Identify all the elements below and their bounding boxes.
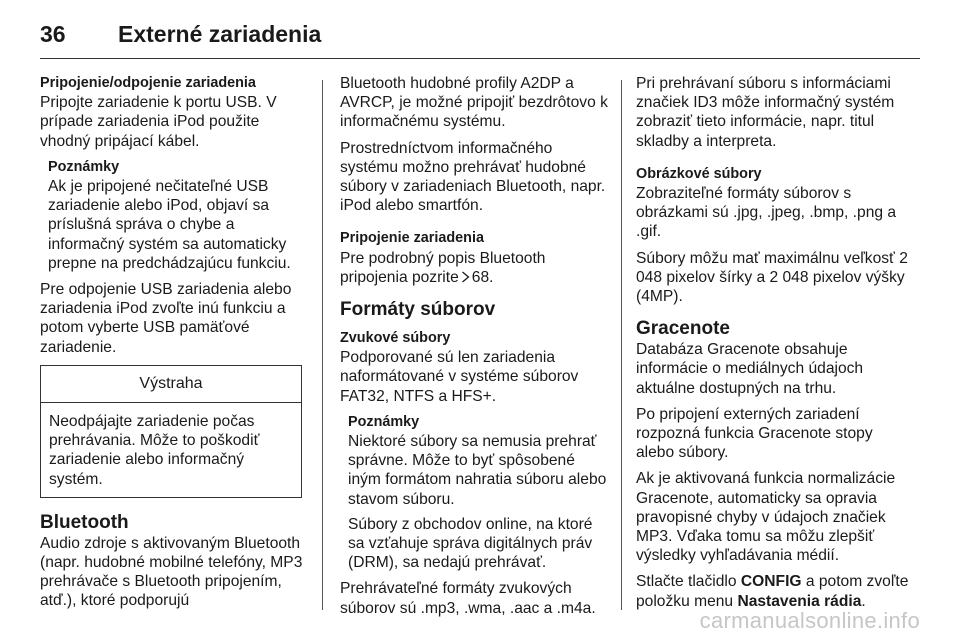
note-text: Ak je pripojené nečitateľné USB zariadenie alebo iPod, objaví sa príslušná správa o chybe a informačný systém sa automaticky prepne na predchádzajúcu funkciu. [48,178,291,272]
instruction-text-1: Stlačte tlačidlo [636,573,737,591]
config-instruction-paragraph [636,572,912,610]
page-title: Externé zariadenia [118,20,322,47]
note-box-2 [340,413,608,573]
note-title: Poznámky [48,158,120,175]
image-formats-paragraph: Zobraziteľné formáty súborov s obrázkami sú .jpg, .jpeg, .bmp, .png a .gif. [636,185,897,241]
connect-device-paragraph [340,249,608,287]
warning-text: Neodpájajte zariadenie počas prehrávania. Môže to poškodiť zariadenie alebo informačný systém. [49,413,260,488]
column-1 [40,74,308,618]
column-divider-1 [322,80,323,610]
warning-box [40,365,302,498]
note-text-2: Súbory z obchodov online, na ktoré sa vzťahuje správa digitálnych práv (DRM), sa nedajú prehrávať. [348,515,593,572]
note-box-1 [40,158,308,273]
playable-formats-paragraph: Prehrávateľné formáty zvukových súborov sú .mp3, .wma, .aac a .m4a. [340,580,596,617]
radio-settings-menu-label: Nastavenia rádia [737,592,862,610]
gracenote-detect-paragraph: Po pripojení externých zariadení rozpozná funkcia Gracenote stopy alebo súbory. [636,405,873,462]
page-reference-icon [461,271,470,283]
bluetooth-playback-paragraph: Prostredníctvom informačného systému možno prehrávať hudobné súbory v zariadeniach Bluetooth, napr. iPod alebo smartfón. [340,139,606,215]
watermark: carmanualsonline.info [699,608,920,633]
config-button-label: CONFIG [740,573,802,591]
instruction-text-end: . [861,592,866,610]
audio-files-heading: Zvukové súbory [340,330,451,347]
column-3 [636,74,912,618]
header-divider [40,58,920,59]
connect-device-heading: Pripojenie zariadenia [340,230,484,247]
note-title: Poznámky [348,413,420,430]
image-files-heading: Obrázkové súbory [636,165,762,182]
bluetooth-paragraph: Audio zdroje s aktivovaným Bluetooth (napr. hudobné mobilné telefóny, MP3 prehrávače s Bluetooth pripojením, atď.), ktoré podporujú [40,534,303,610]
column-2 [340,74,608,625]
bluetooth-heading: Bluetooth [40,511,129,533]
disconnect-paragraph: Pre odpojenie USB zariadenia alebo zariadenia iPod zvoľte inú funkciu a potom vyberte USB pamäťové zariadenie. [40,281,292,356]
file-formats-heading: Formáty súborov [340,299,496,321]
note-text-1: Niektoré súbory sa nemusia prehrať správne. Môže to byť spôsobené iným formátom nahratia súboru alebo stavom súboru. [348,433,607,508]
bluetooth-profiles-paragraph: Bluetooth hudobné profily A2DP a AVRCP, je možné pripojiť bezdrôtovo k informačnému systému. [340,75,608,131]
gracenote-heading: Gracenote [636,318,730,340]
image-size-paragraph: Súbory môžu mať maximálnu veľkosť 2 048 pixelov šírky a 2 048 pixelov výšky (4MP). [636,249,908,306]
audio-files-paragraph: Podporované sú len zariadenia naformátované v systéme súborov FAT32, NTFS a HFS+. [340,349,579,405]
page-number: 36 [40,20,66,47]
instruction-text-2: a potom zvoľte položku menu [636,573,909,610]
connect-paragraph: Pripojte zariadenie k portu USB. V prípade zariadenia iPod použite vhodný pripájací kábel. [40,94,277,150]
gracenote-paragraph: Databáza Gracenote obsahuje informácie o mediálnych údajoch aktuálne dostupných na trhu. [636,341,864,397]
connect-disconnect-heading: Pripojenie/odpojenie zariadenia [40,75,256,91]
connect-device-page-ref[interactable]: 68. [471,268,494,286]
warning-title: Výstraha [41,366,301,403]
column-divider-2 [621,80,622,610]
connect-device-text: Pre podrobný popis Bluetooth pripojenia pozrite [340,249,546,286]
page-header [40,14,321,54]
gracenote-normalize-paragraph: Ak je aktivovaná funkcia normalizácie Gracenote, automaticky sa opravia pravopisné chyby v údajoch značiek MP3. Vďaka tomu sa môžu zlepšiť výsledky vyhľadávania médií. [636,470,896,565]
id3-paragraph: Pri prehrávaní súboru s informáciami značiek ID3 môže informačný systém zobraziť tieto informácie, napr. titul skladby a interpreta. [636,75,895,150]
